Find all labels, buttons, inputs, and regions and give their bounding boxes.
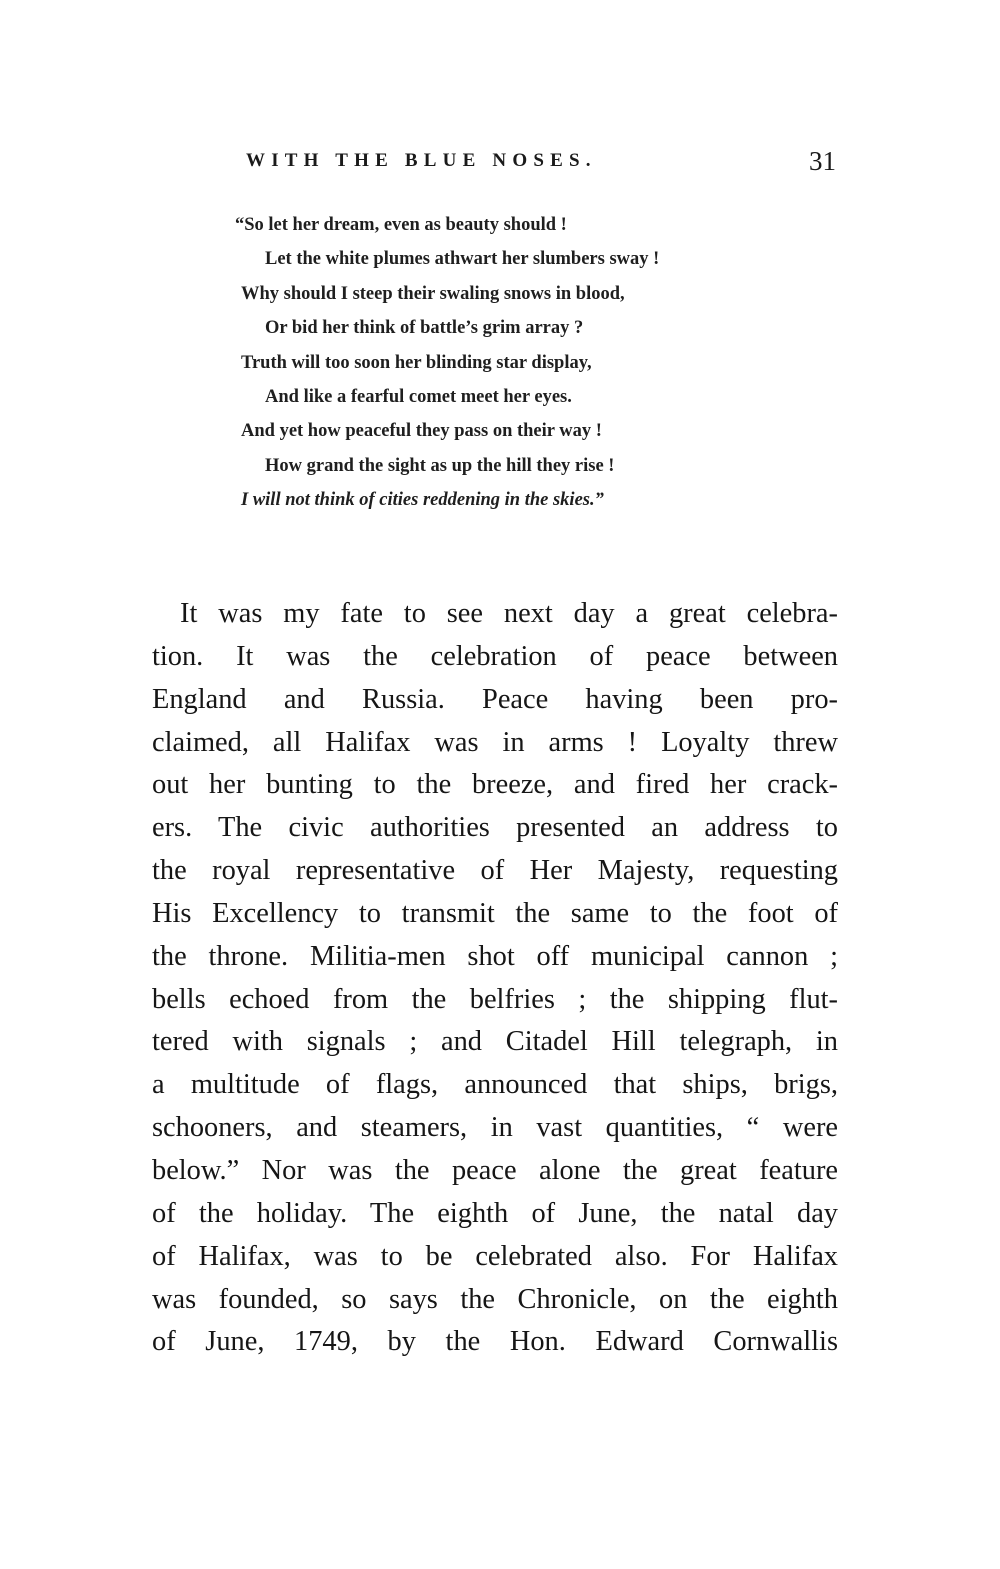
verse-line: Or bid her think of battle’s grim array ? bbox=[265, 318, 584, 339]
prose-line: of June, 1749, by the Hon. Edward Cornwallis bbox=[152, 1326, 838, 1358]
prose-line: bells echoed from the belfries ; the shipping flut- bbox=[152, 983, 838, 1015]
verse-line: How grand the sight as up the hill they rise ! bbox=[265, 455, 615, 476]
prose-line: was founded, so says the Chronicle, on the eighth bbox=[152, 1283, 838, 1315]
running-head bbox=[246, 146, 836, 180]
prose-line: claimed, all Halifax was in arms ! Loyalty threw bbox=[152, 726, 838, 758]
verse-line: And yet how peaceful they pass on their way ! bbox=[241, 421, 602, 442]
prose-line: below.” Nor was the peace alone the great feature bbox=[152, 1154, 838, 1186]
verse-line-italic: I will not think of cities reddening in the skies.” bbox=[241, 490, 604, 511]
prose-line: tered with signals ; and Citadel Hill telegraph, in bbox=[152, 1026, 838, 1058]
running-title: WITH THE BLUE NOSES. bbox=[246, 150, 597, 171]
prose-line: a multitude of flags, announced that ships, brigs, bbox=[152, 1069, 838, 1101]
prose-line: out her bunting to the breeze, and fired her crack- bbox=[152, 769, 838, 801]
prose-line: of the holiday. The eighth of June, the natal day bbox=[152, 1197, 838, 1229]
prose-line: the throne. Militia-men shot off municipal cannon ; bbox=[152, 940, 838, 972]
verse-line: And like a fearful comet meet her eyes. bbox=[265, 386, 572, 407]
prose-line: England and Russia. Peace having been pro- bbox=[152, 683, 838, 715]
prose-paragraph bbox=[152, 593, 838, 1364]
prose-line: His Excellency to transmit the same to the foot of bbox=[152, 897, 838, 929]
page-number: 31 bbox=[809, 146, 836, 176]
verse-line: Truth will too soon her blinding star display, bbox=[241, 352, 592, 373]
prose-line: tion. It was the celebration of peace between bbox=[152, 640, 838, 672]
prose-line: ers. The civic authorities presented an address to bbox=[152, 812, 838, 844]
prose-line: schooners, and steamers, in vast quantities, “ were bbox=[152, 1112, 838, 1144]
prose-line: It was my fate to see next day a great celebra- bbox=[180, 598, 838, 629]
verse-line: Why should I steep their swaling snows in blood, bbox=[241, 283, 625, 304]
verse-block bbox=[235, 208, 801, 518]
prose-line: the royal representative of Her Majesty, requesting bbox=[152, 855, 838, 887]
verse-line: “So let her dream, even as beauty should ! bbox=[235, 215, 567, 235]
verse-line: Let the white plumes athwart her slumbers sway ! bbox=[265, 249, 660, 270]
prose-line: of Halifax, was to be celebrated also. For Halifax bbox=[152, 1240, 838, 1272]
